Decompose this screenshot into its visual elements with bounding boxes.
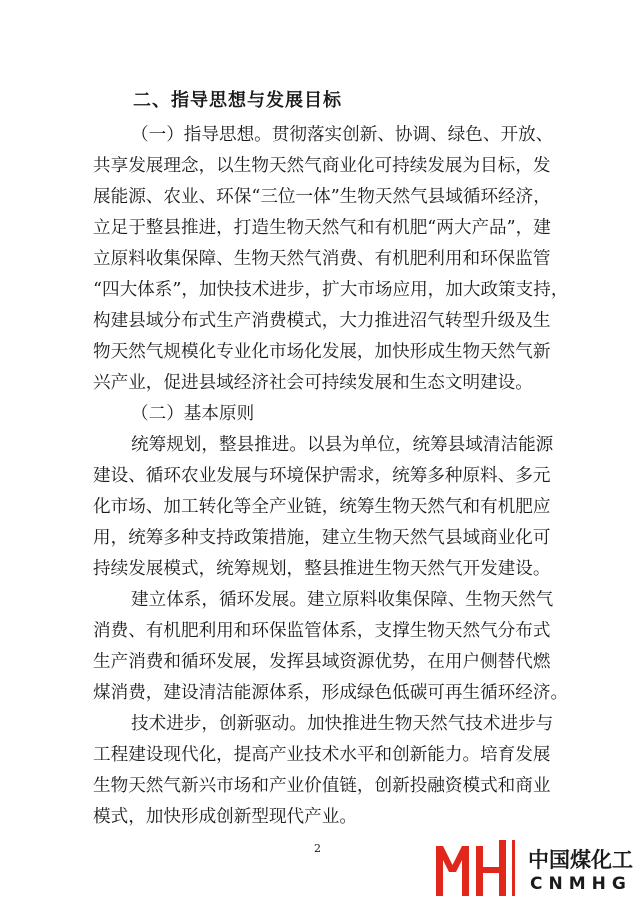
subsection-heading: （二）基本原则 — [131, 404, 255, 424]
paragraph-line: （一）指导思想。贯彻落实创新、协调、绿色、开放、 — [131, 125, 554, 145]
paragraph-line: 共享发展理念，以生物天然气商业化可持续发展为目标，发 — [93, 156, 551, 176]
paragraph-line: 生物天然气新兴市场和产业价值链，创新投融资模式和商业 — [93, 776, 551, 796]
paragraph-line: 煤消费，建设清洁能源体系，形成绿色低碳可再生循环经济。 — [93, 683, 569, 703]
paragraph-line: 建设、循环农业发展与环境保护需求，统筹多种原料、多元 — [93, 466, 551, 486]
paragraph-line: 立足于整县推进，打造生物天然气和有机肥“两大产品”，建 — [93, 218, 551, 238]
paragraph-line: 技术进步，创新驱动。加快推进生物天然气技术进步与 — [131, 714, 554, 734]
paragraph-line: 统筹规划，整县推进。以县为单位，统筹县域清洁能源 — [131, 435, 554, 455]
paragraph-line: 工程建设现代化，提高产业技术水平和创新能力。培育发展 — [93, 745, 551, 765]
paragraph-line: “四大体系”，加快技术进步，扩大市场应用，加大政策支持， — [93, 280, 569, 300]
paragraph-line: 展能源、农业、环保“三位一体”生物天然气县域循环经济， — [93, 187, 551, 207]
logo-mark-icon — [432, 838, 524, 900]
watermark-logo — [432, 838, 632, 900]
page-number: 2 — [314, 842, 321, 855]
section-heading: 二、指导思想与发展目标 — [133, 90, 342, 111]
paragraph-line: 物天然气规模化专业化市场化发展，加快形成生物天然气新 — [93, 342, 551, 362]
paragraph-line: 消费、有机肥利用和环保监管体系，支撑生物天然气分布式 — [93, 621, 551, 641]
paragraph-line: 持续发展模式，统筹规划，整县推进生物天然气开发建设。 — [93, 559, 551, 579]
paragraph-line: 立原料收集保障、生物天然气消费、有机肥利用和环保监管 — [93, 249, 551, 269]
logo-english-name: CNMHG — [530, 874, 632, 894]
logo-chinese-name: 中国煤化工 — [528, 848, 633, 872]
paragraph-line: 模式，加快形成创新型现代产业。 — [93, 807, 357, 827]
paragraph-line: 化市场、加工转化等全产业链，统筹生物天然气和有机肥应 — [93, 497, 551, 517]
paragraph-line: 兴产业，促进县域经济社会可持续发展和生态文明建设。 — [93, 373, 533, 393]
paragraph-line: 用，统筹多种支持政策措施，建立生物天然气县域商业化可 — [93, 528, 551, 548]
paragraph-line: 生产消费和循环发展，发挥县域资源优势，在用户侧替代燃 — [93, 652, 551, 672]
paragraph-line: 建立体系，循环发展。建立原料收集保障、生物天然气 — [131, 590, 554, 610]
paragraph-line: 构建县域分布式生产消费模式，大力推进沼气转型升级及生 — [93, 311, 551, 331]
